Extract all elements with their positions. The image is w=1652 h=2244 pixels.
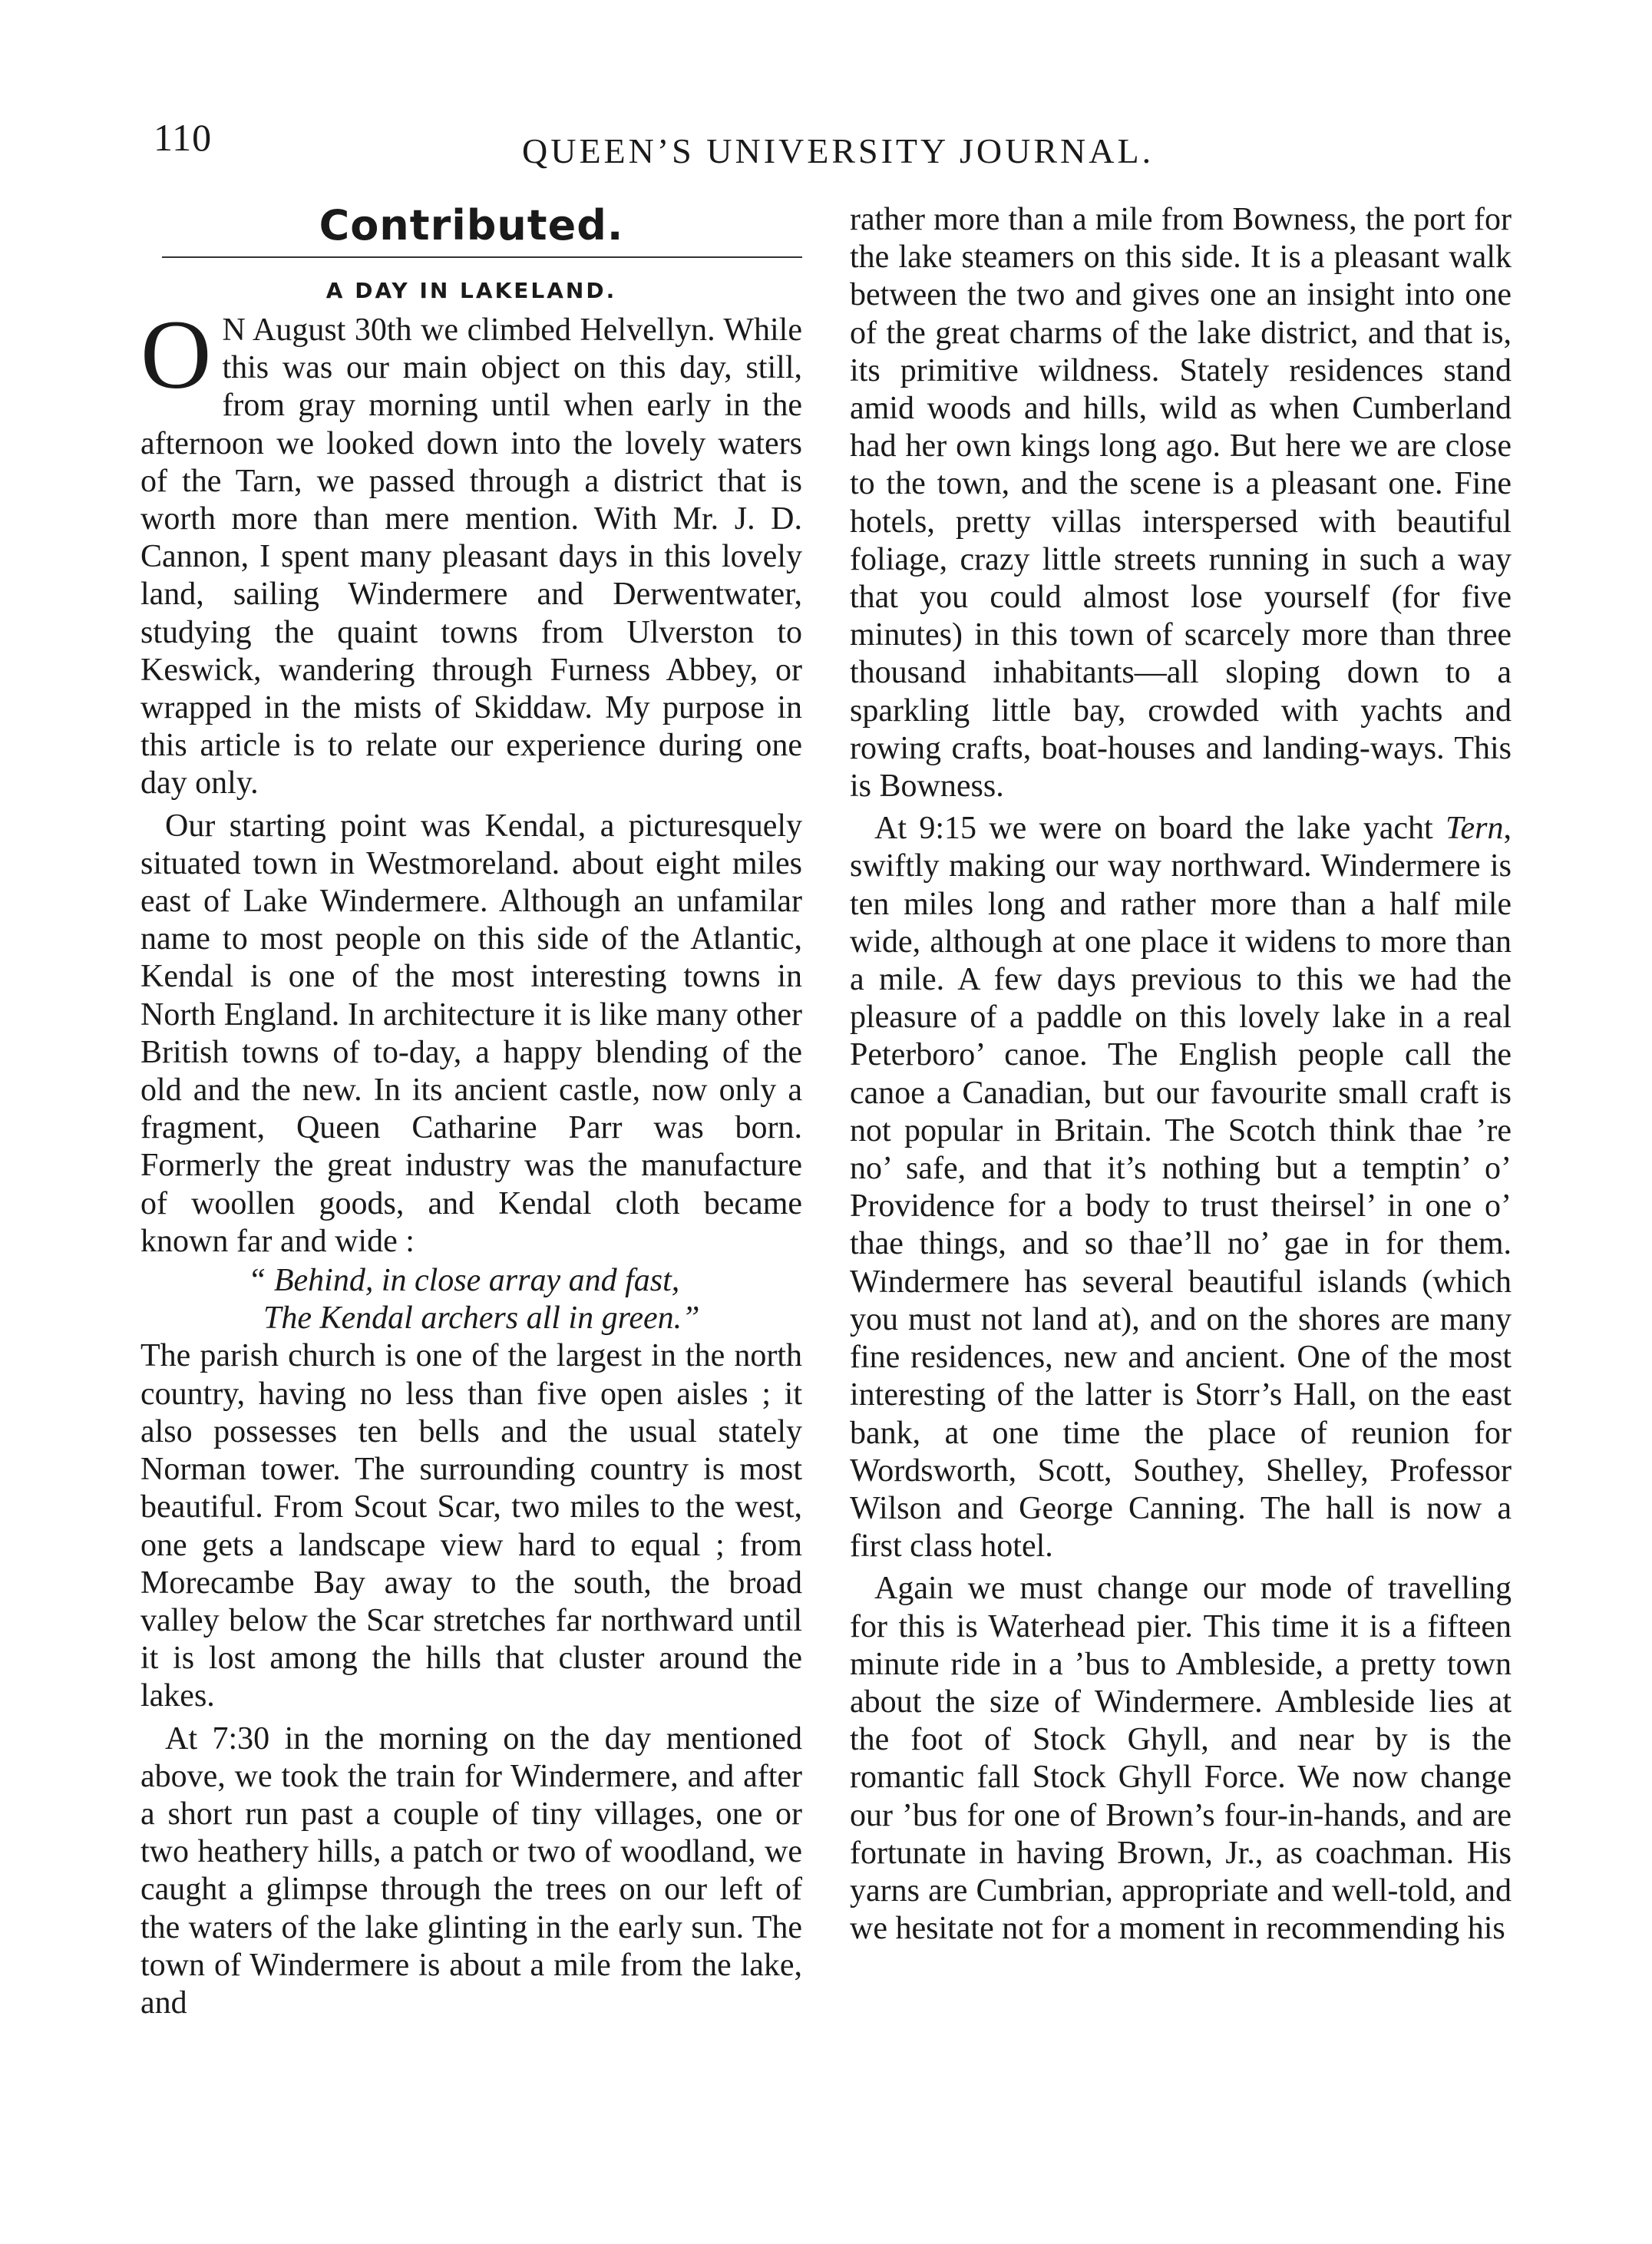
right-column <box>850 201 1512 1948</box>
verse-quote <box>140 1262 802 1337</box>
paragraph-text: , swiftly making our way northward. Windermere is ten miles long and rather more than a half mile wide, although at one place it widens to more than a mile. A few days previous to this we had the pleasure of a paddle on this lovely lake in a real Peterboro’ canoe. The English people call the canoe a Canadian, but our favourite small craft is not popular in Britain. The Scotch think thae ’re no’ safe, and that it’s nothing but a temptin’ o’ Providence for a body to trust theirsel’ in one o’ thae things, and so thae’ll no’ gae in for them. Windermere has several beautiful islands (which you must not land at), and on the shores are many fine residences, new and ancient. One of the most interesting of the latter is Storr’s Hall, on the east bank, at one time the place of reunion for Wordsworth, Scott, Southey, Shelley, Professor Wilson and George Canning. The hall is now a first class hotel. <box>850 811 1512 1565</box>
section-title: Contributed. <box>319 201 624 250</box>
article-paragraph-5: rather more than a mile from Bowness, the port for the lake steamers on this side. It is a pleasant walk between the two and gives one an insight into one of the great charms of the lake district, and that is, its primitive wildness. Stately residences stand amid woods and hills, wild as when Cumberland had her own kings long ago. But here we are close to the town, and the scene is a pleasant one. Fine hotels, pretty villas interspersed with beautiful foliage, crazy little streets running in such a way that you could almost lose yourself (for five minutes) in this town of scarcely more than three thousand inhabitants—all sloping down to a sparkling little bay, crowded with yachts and rowing crafts, boat-houses and landing-ways. This is Bowness. <box>850 202 1512 805</box>
yacht-name: Tern <box>1446 811 1504 847</box>
article-paragraph-7: Again we must change our mode of travelling for this is Waterhead pier. This time it is a fifteen minute ride in a ’bus to Ambleside, a pretty town about the size of Windermere. Ambleside lies at the foot of Stock Ghyll, and near by is the romantic fall Stock Ghyll Force. We now change our ’bus for one of Brown’s four-in-hands, and are fortunate in having Brown, Jr., as coachman. His yarns are Cumbrian, appropriate and well-told, and we hesitate not for a moment in recommending his <box>850 1571 1512 1947</box>
paragraph-text: At 9:15 we were on board the lake yacht <box>874 811 1446 847</box>
article-paragraph-2: Our starting point was Kendal, a picturesquely situated town in Westmoreland. about eight miles east of Lake Windermere. Although an unfamilar name to most people on this side of the Atlantic, Kendal is one of the most interesting towns in North England. In architecture it is like many other British towns of to-day, a happy blending of the old and the new. In its ancient castle, now only a fragment, Queen Catharine Parr was born. Formerly the great industry was the manufacture of woollen goods, and Kendal cloth became known far and wide : <box>140 808 802 1259</box>
verse-line-1: “ Behind, in close array and fast, <box>248 1263 680 1299</box>
left-column <box>140 201 802 2022</box>
article-paragraph-4: At 7:30 in the morning on the day mentioned above, we took the train for Windermere, and after a short run past a couple of tiny villages, one or two heathery hills, a patch or two of woodland, we caught a glimpse through the trees on our left of the waters of the lake glinting in the early sun. The town of Windermere is about a mile from the lake, and <box>140 1720 802 2021</box>
page-number: 110 <box>154 116 213 159</box>
running-head: QUEEN’S UNIVERSITY JOURNAL. <box>522 131 1155 170</box>
article-paragraph-1 <box>140 300 802 803</box>
article-title: A DAY IN LAKELAND. <box>325 278 617 303</box>
article-paragraph-6 <box>850 810 1512 1565</box>
section-rule <box>162 256 802 258</box>
verse-line-2: The Kendal archers all in green.” <box>263 1300 700 1337</box>
article-paragraph-3: The parish church is one of the largest in the north country, having no less than five open aisles ; it also possesses ten bells and the usual stately Norman tower. The surrounding country is most beautiful. From Scout Scar, two miles to the west, one gets a landscape view hard to equal ; from Morecambe Bay away to the south, the broad valley below the Scar stretches far northward until it is lost among the hills that cluster around the lakes. <box>140 1338 802 1714</box>
paragraph-text: N August 30th we climbed Helvellyn. While this was our main object on this day, still, from gray morning until when early in the afternoon we looked down into the lovely waters of the Tarn, we passed through a district that is worth more than mere mention. With Mr. J. D. Cannon, I spent many pleasant days in this lovely land, sailing Windermere and Derwentwater, studying the quaint towns from Ulverston to Keswick, wandering through Furness Abbey, or wrapped in the mists of Skiddaw. My purpose in this article is to relate our experience during one day only. <box>140 312 802 801</box>
drop-cap: O <box>140 300 212 409</box>
